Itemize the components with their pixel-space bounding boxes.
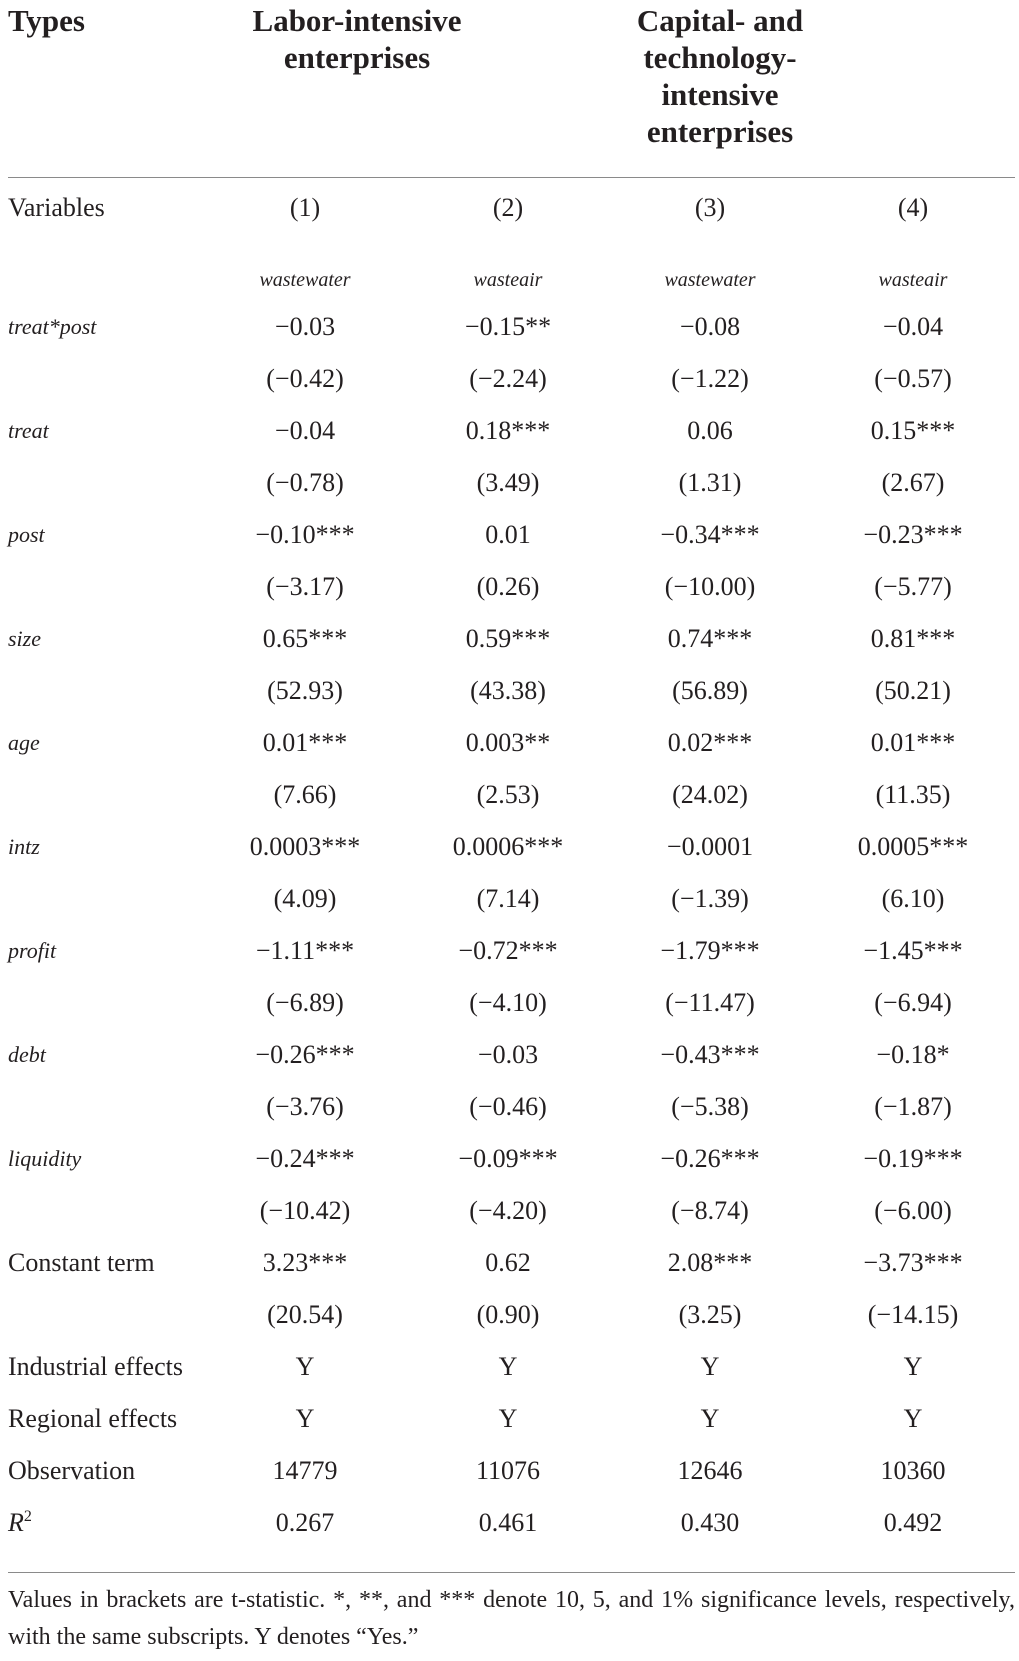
table-cell: (3.25) (678, 1300, 742, 1329)
table-cell: (4.09) (273, 884, 337, 913)
table-cell: 0.15*** (870, 416, 956, 445)
row-label: Regional effects (8, 1404, 178, 1433)
row-label: Constant term (8, 1248, 155, 1277)
table-cell: (−2.24) (469, 364, 547, 393)
dep-var-4: wasteair (878, 269, 948, 291)
table-cell: (7.14) (476, 884, 540, 913)
table-cell: 0.430 (680, 1508, 740, 1537)
r-squared-label (8, 1497, 32, 1549)
table-cell: (−8.74) (671, 1196, 749, 1225)
table-cell: −0.19*** (863, 1144, 963, 1173)
r-squared-superscript: 2 (23, 1508, 32, 1525)
table-cell: (0.90) (476, 1300, 540, 1329)
table-row (0, 1341, 1019, 1393)
row-label: profit (8, 938, 57, 963)
table-cell: (−1.22) (671, 364, 749, 393)
table-row (0, 1185, 1019, 1237)
table-row (0, 353, 1019, 405)
table-row (0, 509, 1019, 561)
row-label: post (8, 522, 45, 547)
table-cell: −0.18* (876, 1040, 950, 1069)
table-row (0, 1393, 1019, 1445)
top-divider (8, 177, 1015, 178)
table-row (0, 1237, 1019, 1289)
table-cell: −0.34*** (660, 520, 760, 549)
column-1-number: (1) (289, 193, 321, 222)
column-4-number: (4) (897, 193, 929, 222)
table-cell: 0.18*** (465, 416, 551, 445)
table-cell: 11076 (475, 1456, 541, 1485)
table-cell: −1.79*** (660, 936, 760, 965)
table-cell: (−10.42) (259, 1196, 351, 1225)
table-cell: (−0.46) (469, 1092, 547, 1121)
table-cell: (−5.77) (874, 572, 952, 601)
table-cell: −0.04 (274, 416, 336, 445)
table-cell: (−6.00) (874, 1196, 952, 1225)
cap-header-line-2: technology- (643, 40, 797, 75)
table-cell: (−0.57) (874, 364, 952, 393)
table-row (0, 457, 1019, 509)
table-cell: (20.54) (267, 1300, 343, 1329)
row-label: age (8, 730, 40, 755)
row-label: treat (8, 418, 49, 443)
table-cell: −1.45*** (863, 936, 963, 965)
table-cell: (−1.39) (671, 884, 749, 913)
row-label: debt (8, 1042, 46, 1067)
table-cell: (−0.42) (266, 364, 344, 393)
table-cell: (7.66) (273, 780, 337, 809)
cap-header-line-1: Capital- and (636, 3, 804, 38)
column-header-row (0, 182, 1019, 234)
table-cell: 0.267 (275, 1508, 335, 1537)
dep-var-1: wastewater (259, 269, 351, 291)
table-cell: (−14.15) (867, 1300, 959, 1329)
bottom-divider (8, 1572, 1015, 1573)
table-cell: (−6.89) (266, 988, 344, 1017)
table-cell: 0.01 (485, 520, 531, 549)
table-cell: 0.74*** (667, 624, 753, 653)
table-cell: −0.26*** (255, 1040, 355, 1069)
table-cell: (−3.17) (266, 572, 344, 601)
table-cell: −0.26*** (660, 1144, 760, 1173)
cap-header-line-3: intensive (661, 77, 779, 112)
table-cell: (1.31) (678, 468, 742, 497)
table-cell: −0.09*** (458, 1144, 558, 1173)
table-row (0, 613, 1019, 665)
table-cell: −0.43*** (660, 1040, 760, 1069)
table-cell: (0.26) (476, 572, 540, 601)
table-row (0, 301, 1019, 353)
table-cell: −0.15** (464, 312, 552, 341)
table-cell: (−1.87) (874, 1092, 952, 1121)
labor-intensive-header (222, 2, 492, 76)
table-cell: −0.72*** (458, 936, 558, 965)
table-row (0, 821, 1019, 873)
table-row (0, 717, 1019, 769)
table-cell: −0.03 (274, 312, 336, 341)
table-cell: Y (903, 1352, 923, 1381)
table-cell: 14779 (272, 1456, 338, 1485)
table-row (0, 977, 1019, 1029)
table-cell: −1.11*** (255, 936, 355, 965)
table-cell: (−6.94) (874, 988, 952, 1017)
cap-header-line-4: enterprises (646, 114, 794, 149)
table-cell: 0.003** (465, 728, 551, 757)
table-cell: −0.08 (679, 312, 741, 341)
table-cell: 0.461 (478, 1508, 538, 1537)
table-cell: Y (903, 1404, 923, 1433)
table-cell: 0.65*** (262, 624, 348, 653)
table-row (0, 1133, 1019, 1185)
table-cell: 12646 (677, 1456, 743, 1485)
table-row (0, 1081, 1019, 1133)
row-label: treat*post (8, 314, 97, 339)
table-cell: Y (295, 1404, 315, 1433)
table-cell: (24.02) (672, 780, 748, 809)
table-row (0, 561, 1019, 613)
table-cell: −0.03 (477, 1040, 539, 1069)
r-squared-base: R (8, 1508, 24, 1537)
table-cell: −0.10*** (255, 520, 355, 549)
dep-var-3: wastewater (664, 269, 756, 291)
table-cell: 0.06 (687, 416, 733, 445)
table-cell: Y (498, 1352, 518, 1381)
column-3-number: (3) (694, 193, 726, 222)
table-row (0, 1029, 1019, 1081)
table-cell: 0.0006*** (452, 832, 564, 861)
table-row (0, 1289, 1019, 1341)
table-cell: 0.0003*** (249, 832, 361, 861)
table-cell: 0.59*** (465, 624, 551, 653)
table-cell: −0.0001 (666, 832, 754, 861)
table-cell: (56.89) (672, 676, 748, 705)
labor-header-line-1: Labor-intensive (252, 3, 462, 38)
labor-header-line-2: enterprises (283, 40, 431, 75)
table-cell: (3.49) (476, 468, 540, 497)
row-label: size (8, 626, 41, 651)
table-row (0, 405, 1019, 457)
table-cell: 0.81*** (870, 624, 956, 653)
row-label: liquidity (8, 1146, 82, 1171)
table-cell: 0.01*** (262, 728, 348, 757)
table-cell: (2.67) (881, 468, 945, 497)
table-cell: (−5.38) (671, 1092, 749, 1121)
table-cell: 0.492 (883, 1508, 943, 1537)
table-cell: 10360 (880, 1456, 946, 1485)
table-cell: (−10.00) (664, 572, 756, 601)
table-row (0, 769, 1019, 821)
table-row (0, 665, 1019, 717)
table-cell: Y (498, 1404, 518, 1433)
table-footnote: Values in brackets are t-statistic. *, **, and *** denote 10, 5, and 1% significance levels, respectively, with the same subscripts. Y denotes “Yes.” (8, 1587, 1015, 1650)
table-cell: 0.62 (485, 1248, 531, 1277)
table-cell: −0.23*** (863, 520, 963, 549)
table-cell: −0.04 (882, 312, 944, 341)
r-squared-row (0, 1497, 1019, 1549)
table-row (0, 873, 1019, 925)
table-cell: Y (700, 1404, 720, 1433)
table-cell: −0.24*** (255, 1144, 355, 1173)
table-row (0, 925, 1019, 977)
table-cell: Y (700, 1352, 720, 1381)
dep-var-2: wasteair (473, 269, 543, 291)
table-cell: (43.38) (470, 676, 546, 705)
table-cell: (−4.20) (469, 1196, 547, 1225)
table-cell: (−0.78) (266, 468, 344, 497)
types-header: Types (8, 3, 85, 38)
table-cell: (6.10) (881, 884, 945, 913)
table-cell: 0.0005*** (857, 832, 969, 861)
row-label: Observation (8, 1456, 136, 1485)
dependent-variable-row (0, 254, 1019, 306)
variables-label: Variables (8, 193, 105, 222)
table-cell: (−11.47) (665, 988, 755, 1017)
table-cell: 2.08*** (667, 1248, 753, 1277)
table-cell: (50.21) (875, 676, 951, 705)
table-cell: Y (295, 1352, 315, 1381)
table-cell: (52.93) (267, 676, 343, 705)
table-cell: (11.35) (875, 780, 951, 809)
table-cell: (−4.10) (469, 988, 547, 1017)
table-cell: (2.53) (476, 780, 540, 809)
table-cell: 0.01*** (870, 728, 956, 757)
table-cell: (−3.76) (266, 1092, 344, 1121)
row-label: intz (8, 834, 40, 859)
row-label: Industrial effects (8, 1352, 183, 1381)
table-cell: −3.73*** (863, 1248, 963, 1277)
table-row (0, 1445, 1019, 1497)
table-cell: 0.02*** (667, 728, 753, 757)
column-2-number: (2) (492, 193, 524, 222)
capital-technology-header (620, 2, 820, 150)
table-cell: 3.23*** (262, 1248, 348, 1277)
